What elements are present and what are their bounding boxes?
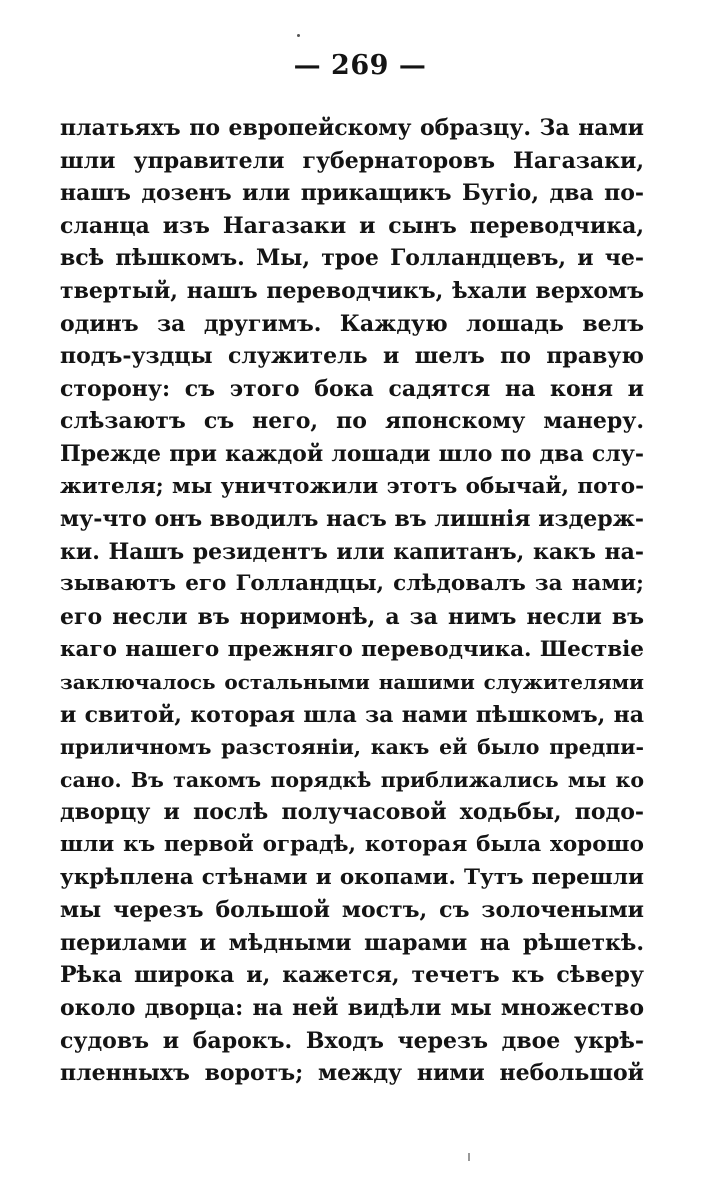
text-line: ки. Нашъ резидентъ или капитанъ, какъ на-	[60, 538, 644, 565]
text-line: жителя; мы уничтожили этотъ обычай, пото-	[60, 473, 644, 499]
text-line: сторону: съ этого бока садятся на коня и	[60, 375, 644, 402]
text-line: твертый, нашъ переводчикъ, ѣхали верхомъ	[60, 277, 644, 304]
text-line: заключалось остальными нашими служителями	[60, 670, 644, 695]
text-line: му-что онъ вводилъ насъ въ лишнія издерж-	[60, 506, 644, 533]
ink-dot	[297, 34, 300, 37]
text-line: и свитой, которая шла за нами пѣшкомъ, на	[60, 701, 644, 728]
text-line: каго нашего прежняго переводчика. Шествіе	[60, 636, 644, 662]
text-line: слѣзаютъ съ него, по японскому манеру.	[60, 408, 644, 435]
page-number: — 269 —	[293, 50, 427, 81]
ink-speck	[468, 1153, 470, 1161]
text-line: подъ-уздцы служитель и шелъ по правую	[60, 343, 644, 370]
text-line: сано. Въ такомъ порядкѣ приближались мы ко	[60, 767, 644, 792]
text-line: зываютъ его Голландцы, слѣдовалъ за нами;	[60, 571, 644, 597]
text-line: приличномъ разстояніи, какъ ей было предпи-	[60, 735, 644, 760]
body-text	[60, 112, 644, 1090]
text-line: платьяхъ по европейскому образцу. За нами	[60, 115, 644, 141]
text-line: дворцу и послѣ получасовой ходьбы, подо-	[60, 799, 644, 826]
text-line: мы черезъ большой мостъ, съ золочеными	[60, 897, 644, 924]
text-line: его несли въ норимонѣ, а за нимъ несли въ	[60, 603, 644, 630]
text-line: Прежде при каждой лошади шло по два слу-	[60, 440, 644, 467]
text-line: около дворца: на ней видѣли мы множество	[60, 995, 644, 1022]
text-line: нашъ дозенъ или прикащикъ Бугіо, два по-	[60, 180, 644, 207]
text-line: Рѣка широка и, кажется, течетъ къ сѣверу	[60, 962, 644, 989]
text-line: шли къ первой оградѣ, которая была хорошо	[60, 832, 644, 858]
text-line: пленныхъ воротъ; между ними небольшой	[60, 1060, 644, 1087]
text-line: одинъ за другимъ. Каждую лошадь велъ	[60, 310, 644, 337]
text-line: перилами и мѣдными шарами на рѣшеткѣ.	[60, 929, 644, 956]
text-line: судовъ и барокъ. Входъ черезъ двое укрѣ-	[60, 1027, 644, 1054]
text-line: укрѣплена стѣнами и окопами. Тутъ перешли	[60, 864, 644, 890]
text-line: всѣ пѣшкомъ. Мы, трое Голландцевъ, и че-	[60, 245, 644, 272]
text-line: шли управители губернаторовъ Нагазаки,	[60, 147, 644, 174]
text-line: сланца изъ Нагазаки и сынъ переводчика,	[60, 212, 644, 239]
